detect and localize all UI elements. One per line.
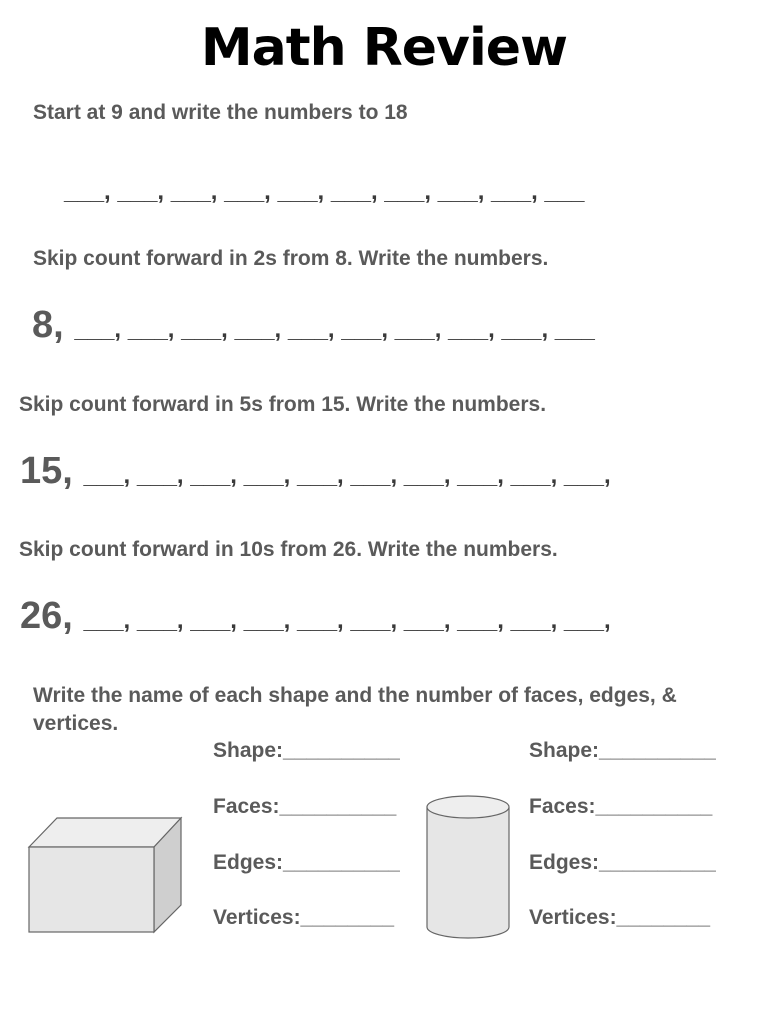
rectangular-prism-shape	[26, 814, 186, 938]
page-title: Math Review	[200, 18, 568, 78]
cube-vertices-field: Vertices:________	[213, 906, 394, 929]
question-2-blank-list: ___, ___, ___, ___, ___, ___, ___, ___, ___, ___	[74, 316, 595, 343]
question-2-instruction: Skip count forward in 2s from 8. Write the numbers.	[33, 247, 549, 270]
shapes-instruction: Write the name of each shape and the number of faces, edges, & vertices.	[33, 684, 677, 735]
question-1-blanks	[64, 178, 584, 206]
question-4-start-number: 26,	[20, 595, 73, 637]
cylinder-shape-field: Shape:__________	[529, 739, 716, 762]
cube-shape-field: Shape:__________	[213, 739, 400, 762]
cylinder-top-face	[427, 796, 509, 818]
question-1-instruction: Start at 9 and write the numbers to 18	[33, 101, 408, 124]
question-3-instruction: Skip count forward in 5s from 15. Write the numbers.	[19, 393, 547, 416]
cube-faces-field: Faces:__________	[213, 795, 397, 818]
question-4-blank-list: ___, ___, ___, ___, ___, ___, ___, ___, ___, ___,	[83, 607, 611, 634]
question-2-blanks	[32, 304, 595, 347]
cylinder-shape	[424, 793, 514, 943]
question-3-start-number: 15,	[20, 450, 73, 492]
question-3-blank-list: ___, ___, ___, ___, ___, ___, ___, ___, ___, ___,	[83, 462, 611, 489]
question-4-blanks	[20, 595, 611, 638]
cylinder-vertices-field: Vertices:________	[529, 906, 710, 929]
cube-edges-field: Edges:__________	[213, 851, 400, 874]
question-3-blanks	[20, 450, 611, 493]
question-4-instruction: Skip count forward in 10s from 26. Write the numbers.	[19, 538, 558, 561]
question-1-blank-list: ___, ___, ___, ___, ___, ___, ___, ___, ___, ___	[64, 178, 585, 205]
question-2-start-number: 8,	[32, 304, 64, 346]
prism-front-face	[29, 847, 154, 932]
cylinder-edges-field: Edges:__________	[529, 851, 716, 874]
cylinder-faces-field: Faces:__________	[529, 795, 713, 818]
cylinder-body	[427, 807, 509, 938]
